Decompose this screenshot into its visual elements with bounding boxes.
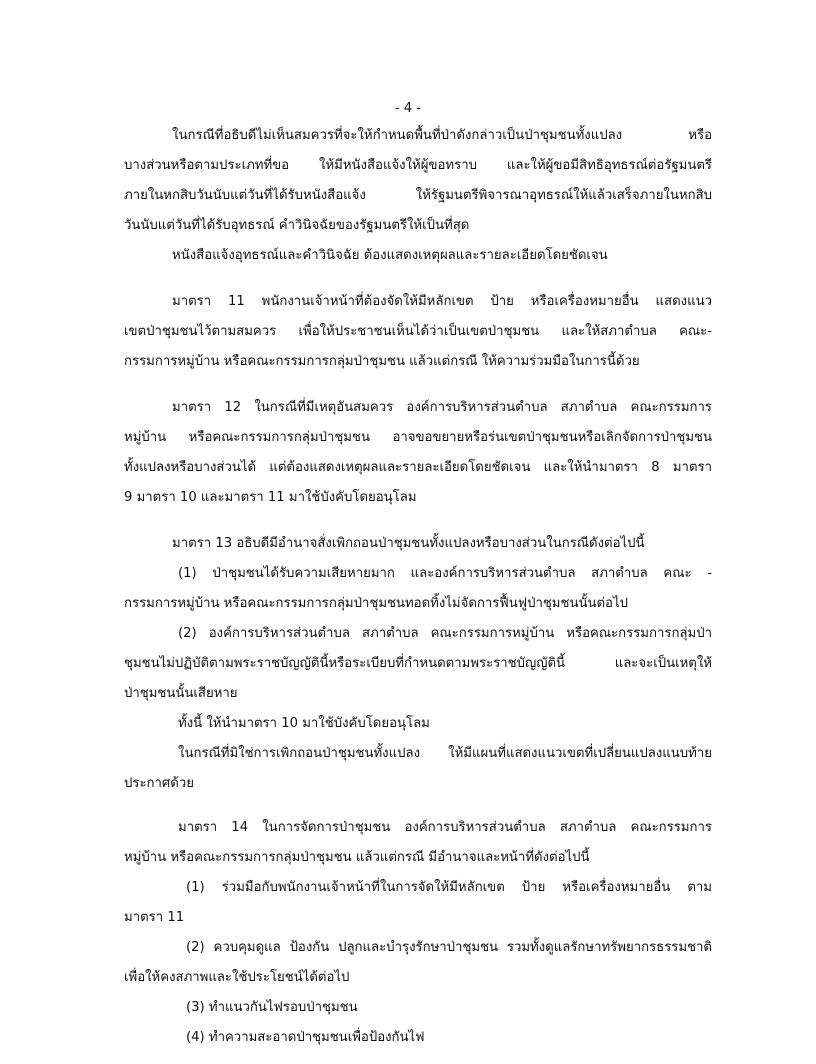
text-line: กรรมการหมู่บ้าน หรือคณะกรรมการกลุ่มป่าชุมชนทอดทิ้งไม่จัดการฟื้นฟูป่าชุมชนนั้นต่อไป	[124, 596, 628, 611]
text-line: (1) ร่วมมือกับพนักงานเจ้าหน้าที่ในการจัดให้มีหลักเขต ป้าย หรือเครื่องหมายอื่น ตาม	[186, 880, 712, 895]
text-line: ในกรณีที่อธิบดีไม่เห็นสมควรที่จะให้กำหนดพื้นที่ป่าดังกล่าวเป็นป่าชุมชนทั้งแปลง หรือ	[172, 128, 712, 143]
text-line: มาตรา 13 อธิบดีมีอำนาจสั่งเพิกถอนป่าชุมชนทั้งแปลงหรือบางส่วนในกรณีดังต่อไปนี้	[172, 536, 645, 551]
text-line: มาตรา 12 ในกรณีที่มีเหตุอันสมควร องค์การบริหารส่วนตำบล สภาตำบล คณะกรรมการ	[172, 400, 712, 415]
text-line: 9 มาตรา 10 และมาตรา 11 มาใช้บังคับโดยอนุโลม	[124, 490, 417, 505]
text-line: (2) องค์การบริหารส่วนตำบล สภาตำบล คณะกรรมการหมู่บ้าน หรือคณะกรรมการกลุ่มป่า	[178, 626, 712, 641]
text-line: หมู่บ้าน หรือคณะกรรมการกลุ่มป่าชุมชน อาจขอขยายหรือร่นเขตป่าชุมชนหรือเลิกจัดการป่าชุมชน	[124, 430, 712, 445]
text-line: ทั้งแปลงหรือบางส่วนได้ แต่ต้องแสดงเหตุผลและรายละเอียดโดยชัดเจน และให้นำมาตรา 8 มาตรา	[124, 460, 712, 475]
text-line: ป่าชุมชนนั้นเสียหาย	[124, 686, 238, 701]
text-line: (4) ทำความสะอาดป่าชุมชนเพื่อป้องกันไฟ	[186, 1030, 425, 1045]
text-line: หนังสือแจ้งอุทธรณ์และคำวินิจฉัย ต้องแสดงเหตุผลและรายละเอียดโดยชัดเจน	[172, 248, 608, 263]
text-line: ชุมชนไม่ปฏิบัติตามพระราชบัญญัตินี้หรือระเบียบที่กำหนดตามพระราชบัญญัตินี้ และจะเป็นเหตุให้	[124, 656, 712, 671]
text-line: ทั้งนี้ ให้นำมาตรา 10 มาใช้บังคับโดยอนุโลม	[178, 716, 430, 731]
text-line: (2) ควบคุมดูแล ป้องกัน ปลูกและบำรุงรักษาป่าชุมชน รวมทั้งดูแลรักษาทรัพยากรธรรมชาติ	[186, 940, 712, 955]
text-line: มาตรา 11	[124, 910, 185, 925]
text-line: ประกาศด้วย	[124, 776, 194, 791]
text-line: เพื่อให้คงสภาพและใช้ประโยชน์ได้ต่อไป	[124, 970, 350, 985]
text-line: วันนับแต่วันที่ได้รับอุทธรณ์ คำวินิจฉัยของรัฐมนตรีให้เป็นที่สุด	[124, 218, 470, 233]
text-line: มาตรา 11 พนักงานเจ้าหน้าที่ต้องจัดให้มีหลักเขต ป้าย หรือเครื่องหมายอื่น แสดงแนว	[172, 294, 712, 309]
text-line: มาตรา 14 ในการจัดการป่าชุมชน องค์การบริหารส่วนตำบล สภาตำบล คณะกรรมการ	[178, 820, 712, 835]
text-line: บางส่วนหรือตามประเภทที่ขอ ให้มีหนังสือแจ้งให้ผู้ขอทราบ และให้ผู้ขอมีสิทธิอุทธรณ์ต่อรัฐมนตรี	[124, 158, 712, 173]
page-number: - 4 -	[395, 101, 421, 116]
text-line: (1) ป่าชุมชนได้รับความเสียหายมาก และองค์การบริหารส่วนตำบล สภาตำบล คณะ -	[178, 566, 712, 581]
text-line: เขตป่าชุมชนไว้ตามสมควร เพื่อให้ประชาชนเห็นได้ว่าเป็นเขตป่าชุมชน และให้สภาตำบล คณะ-	[124, 324, 712, 339]
text-line: ในกรณีที่มิใช่การเพิกถอนป่าชุมชนทั้งแปลง ให้มีแผนที่แสดงแนวเขตที่เปลี่ยนแปลงแนบท้าย	[178, 746, 712, 761]
text-line: กรรมการหมู่บ้าน หรือคณะกรรมการกลุ่มป่าชุมชน แล้วแต่กรณี ให้ความร่วมมือในการนี้ด้วย	[124, 354, 640, 369]
text-line: ภายในหกสิบวันนับแต่วันที่ได้รับหนังสือแจ้ง ให้รัฐมนตรีพิจารณาอุทธรณ์ให้แล้วเสร็จภายในหกสิบ	[124, 188, 712, 203]
text-line: หมู่บ้าน หรือคณะกรรมการกลุ่มป่าชุมชน แล้วแต่กรณี มีอำนาจและหน้าที่ดังต่อไปนี้	[124, 850, 590, 865]
text-line: (3) ทำแนวกันไฟรอบป่าชุมชน	[186, 1000, 358, 1015]
